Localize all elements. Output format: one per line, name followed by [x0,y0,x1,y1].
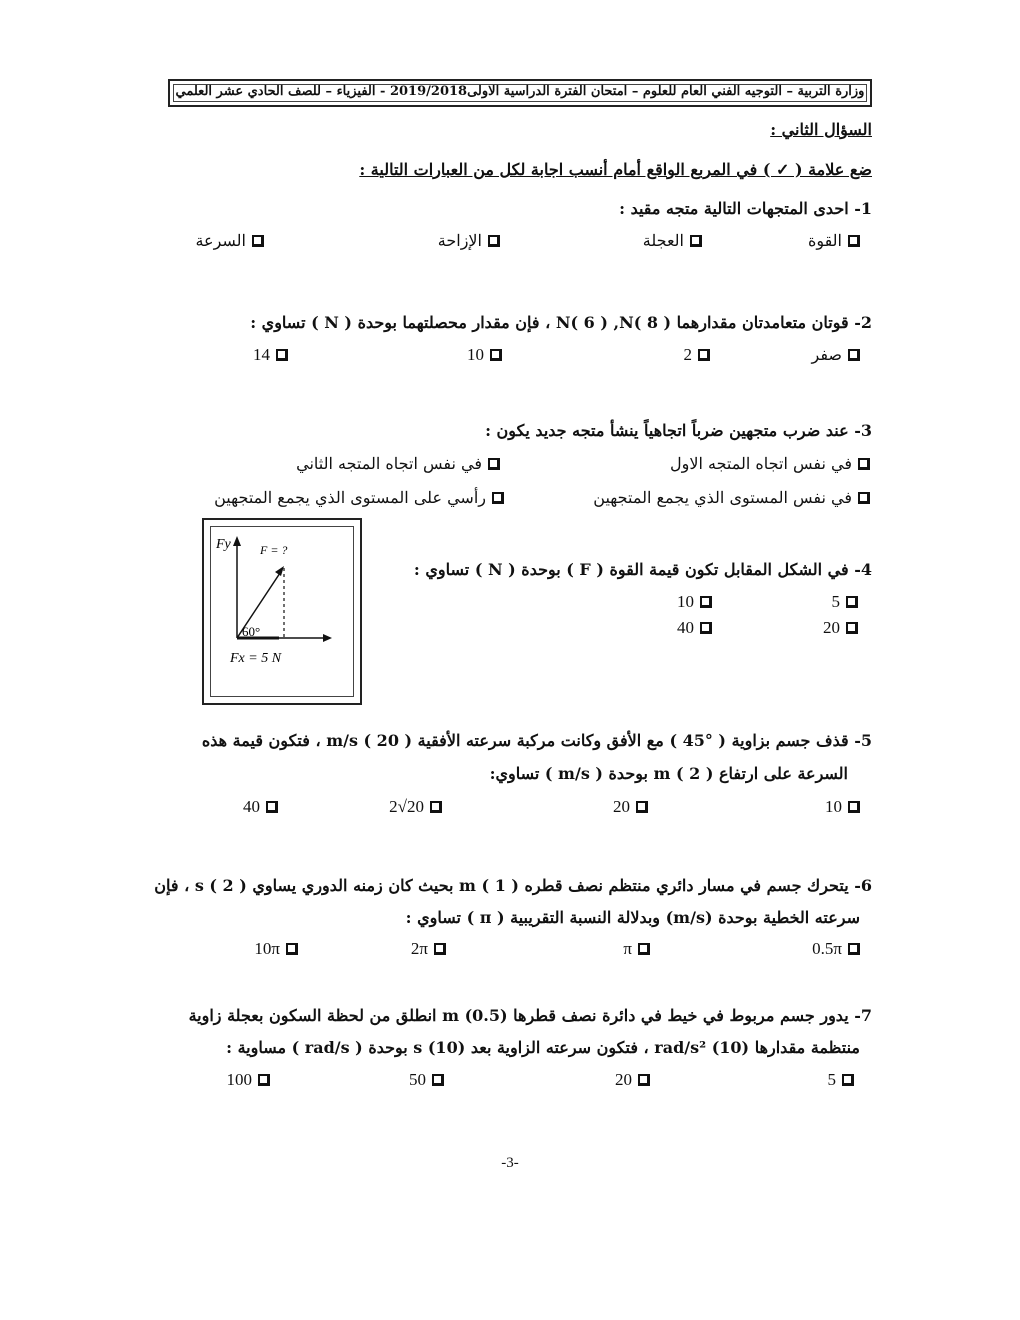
question-4: 4- في الشكل المقابل تكون قيمة القوة ( F ) بوحدة ( N ) تساوي : [413,560,872,579]
force-diagram [202,518,362,705]
checkbox-icon [848,801,860,813]
checkbox-icon [258,1074,270,1086]
question-7-line-1: 7- يدور جسم مربوط في خيط في دائرة نصف قطرها m (0.5) انطلق من لحظة السكون بعجلة زاوية [188,1006,872,1025]
question-5-line-2: السرعة على ارتفاع m ( 2 ) بوحدة ( m/s ) تساوي: [489,764,848,783]
checkbox-icon [488,235,500,247]
fy-arrowhead [233,536,241,546]
q5-option-1[interactable]: 10 [825,797,860,817]
fx-label: Fx = 5 N [230,651,282,666]
instruction: ضع علامة ( ✓ ) في المربع الواقع أمام أنسب اجابة لكل من العبارات التالية : [359,160,872,179]
q3-option-1[interactable]: في نفس اتجاه المتجه الاول [670,454,870,473]
q2-option-1[interactable]: صفر [811,345,860,364]
checkbox-icon [430,801,442,813]
q2-option-4[interactable]: 14 [253,345,288,365]
q3-option-2[interactable]: في نفس اتجاه المتجه الثاني [296,454,500,473]
checkbox-icon [252,235,264,247]
q4-option-2[interactable]: 10 [677,592,712,612]
question-5-line-1: 5- قذف جسم بزاوية ( °45 ) مع الأفق وكانت مركبة سرعته الأفقية m/s ( 20 ) ، فتكون قيمة هذه [201,731,872,750]
checkbox-icon [636,801,648,813]
checkbox-icon [848,349,860,361]
question-6-line-1: 6- يتحرك جسم في مسار دائري منتظم نصف قطره m ( 1 ) بحيث كان زمنه الدوري يساوي s ( 2 ) ، فإن [154,876,872,895]
checkbox-icon [638,1074,650,1086]
q1-option-3[interactable]: الإزاحة [438,231,500,250]
q4-option-3[interactable]: 20 [823,618,858,638]
q1-option-4[interactable]: السرعة [195,231,264,250]
checkbox-icon [848,235,860,247]
q7-option-3[interactable]: 50 [409,1070,444,1090]
header-text: وزارة التربية – التوجيه الفني العام للعلوم – امتحان الفترة الدراسية الاولى2019/2018 - الفيزياء – للصف الحادي عشر العلمي [175,84,865,99]
question-2: 2- قوتان متعامدتان مقدارهما N( 6 ) ,N( 8 ) ، فإن مقدار محصلتهما بوحدة ( N ) تساوي : [250,313,872,332]
checkbox-icon [846,622,858,634]
checkbox-icon [700,596,712,608]
checkbox-icon [690,235,702,247]
angle-label: 60° [242,624,261,639]
q3-option-3[interactable]: في نفس المستوى الذي يجمع المتجهين [593,488,870,507]
checkbox-icon [492,492,504,504]
q1-option-2[interactable]: العجلة [643,231,702,250]
question-3: 3- عند ضرب متجهين ضرباً اتجاهياً ينشأ متجه جديد يكون : [485,421,872,440]
fy-label: Fy [216,537,231,552]
checkbox-icon [842,1074,854,1086]
q7-option-4[interactable]: 100 [227,1070,271,1090]
question-6-line-2: سرعته الخطية بوحدة (m/s) وبدلالة النسبة التقريبية ( π ) تساوي : [405,908,860,927]
q7-option-2[interactable]: 20 [615,1070,650,1090]
checkbox-icon [848,943,860,955]
q2-option-3[interactable]: 10 [467,345,502,365]
question-7-line-2: منتظمة مقدارها rad/s² (10) ، فتكون سرعته الزاوية بعد s (10) بوحدة ( rad/s ) مساوية : [226,1038,860,1057]
q6-option-1[interactable]: 0.5π [812,939,860,959]
checkbox-icon [266,801,278,813]
checkbox-icon [698,349,710,361]
checkbox-icon [276,349,288,361]
q5-option-3[interactable]: 20√2 [389,797,442,817]
f-label: F = ? [260,543,288,557]
q1-option-1[interactable]: القوة [808,231,860,250]
checkbox-icon [488,458,500,470]
fx-arrowhead [323,634,332,642]
checkbox-icon [846,596,858,608]
question-1: 1- احدى المتجهات التالية متجه مقيد : [619,199,872,218]
q6-option-4[interactable]: 10π [254,939,298,959]
checkbox-icon [286,943,298,955]
q6-option-3[interactable]: 2π [411,939,446,959]
header-box [168,79,872,107]
checkbox-icon [858,492,870,504]
resultant-arrowhead [275,566,284,576]
section-title: السؤال الثاني : [770,120,872,139]
q5-option-2[interactable]: 20 [613,797,648,817]
q5-option-4[interactable]: 40 [243,797,278,817]
checkbox-icon [638,943,650,955]
vector-diagram-svg [204,520,360,703]
checkbox-icon [858,458,870,470]
q6-option-2[interactable]: π [623,939,650,959]
page-number: -3- [501,1155,519,1171]
checkbox-icon [434,943,446,955]
checkbox-icon [432,1074,444,1086]
checkbox-icon [700,622,712,634]
q4-option-1[interactable]: 5 [832,592,859,612]
q4-option-4[interactable]: 40 [677,618,712,638]
q3-option-4[interactable]: رأسي على المستوى الذي يجمع المتجهين [214,488,504,507]
checkbox-icon [490,349,502,361]
q2-option-2[interactable]: 2 [684,345,711,365]
q7-option-1[interactable]: 5 [828,1070,855,1090]
